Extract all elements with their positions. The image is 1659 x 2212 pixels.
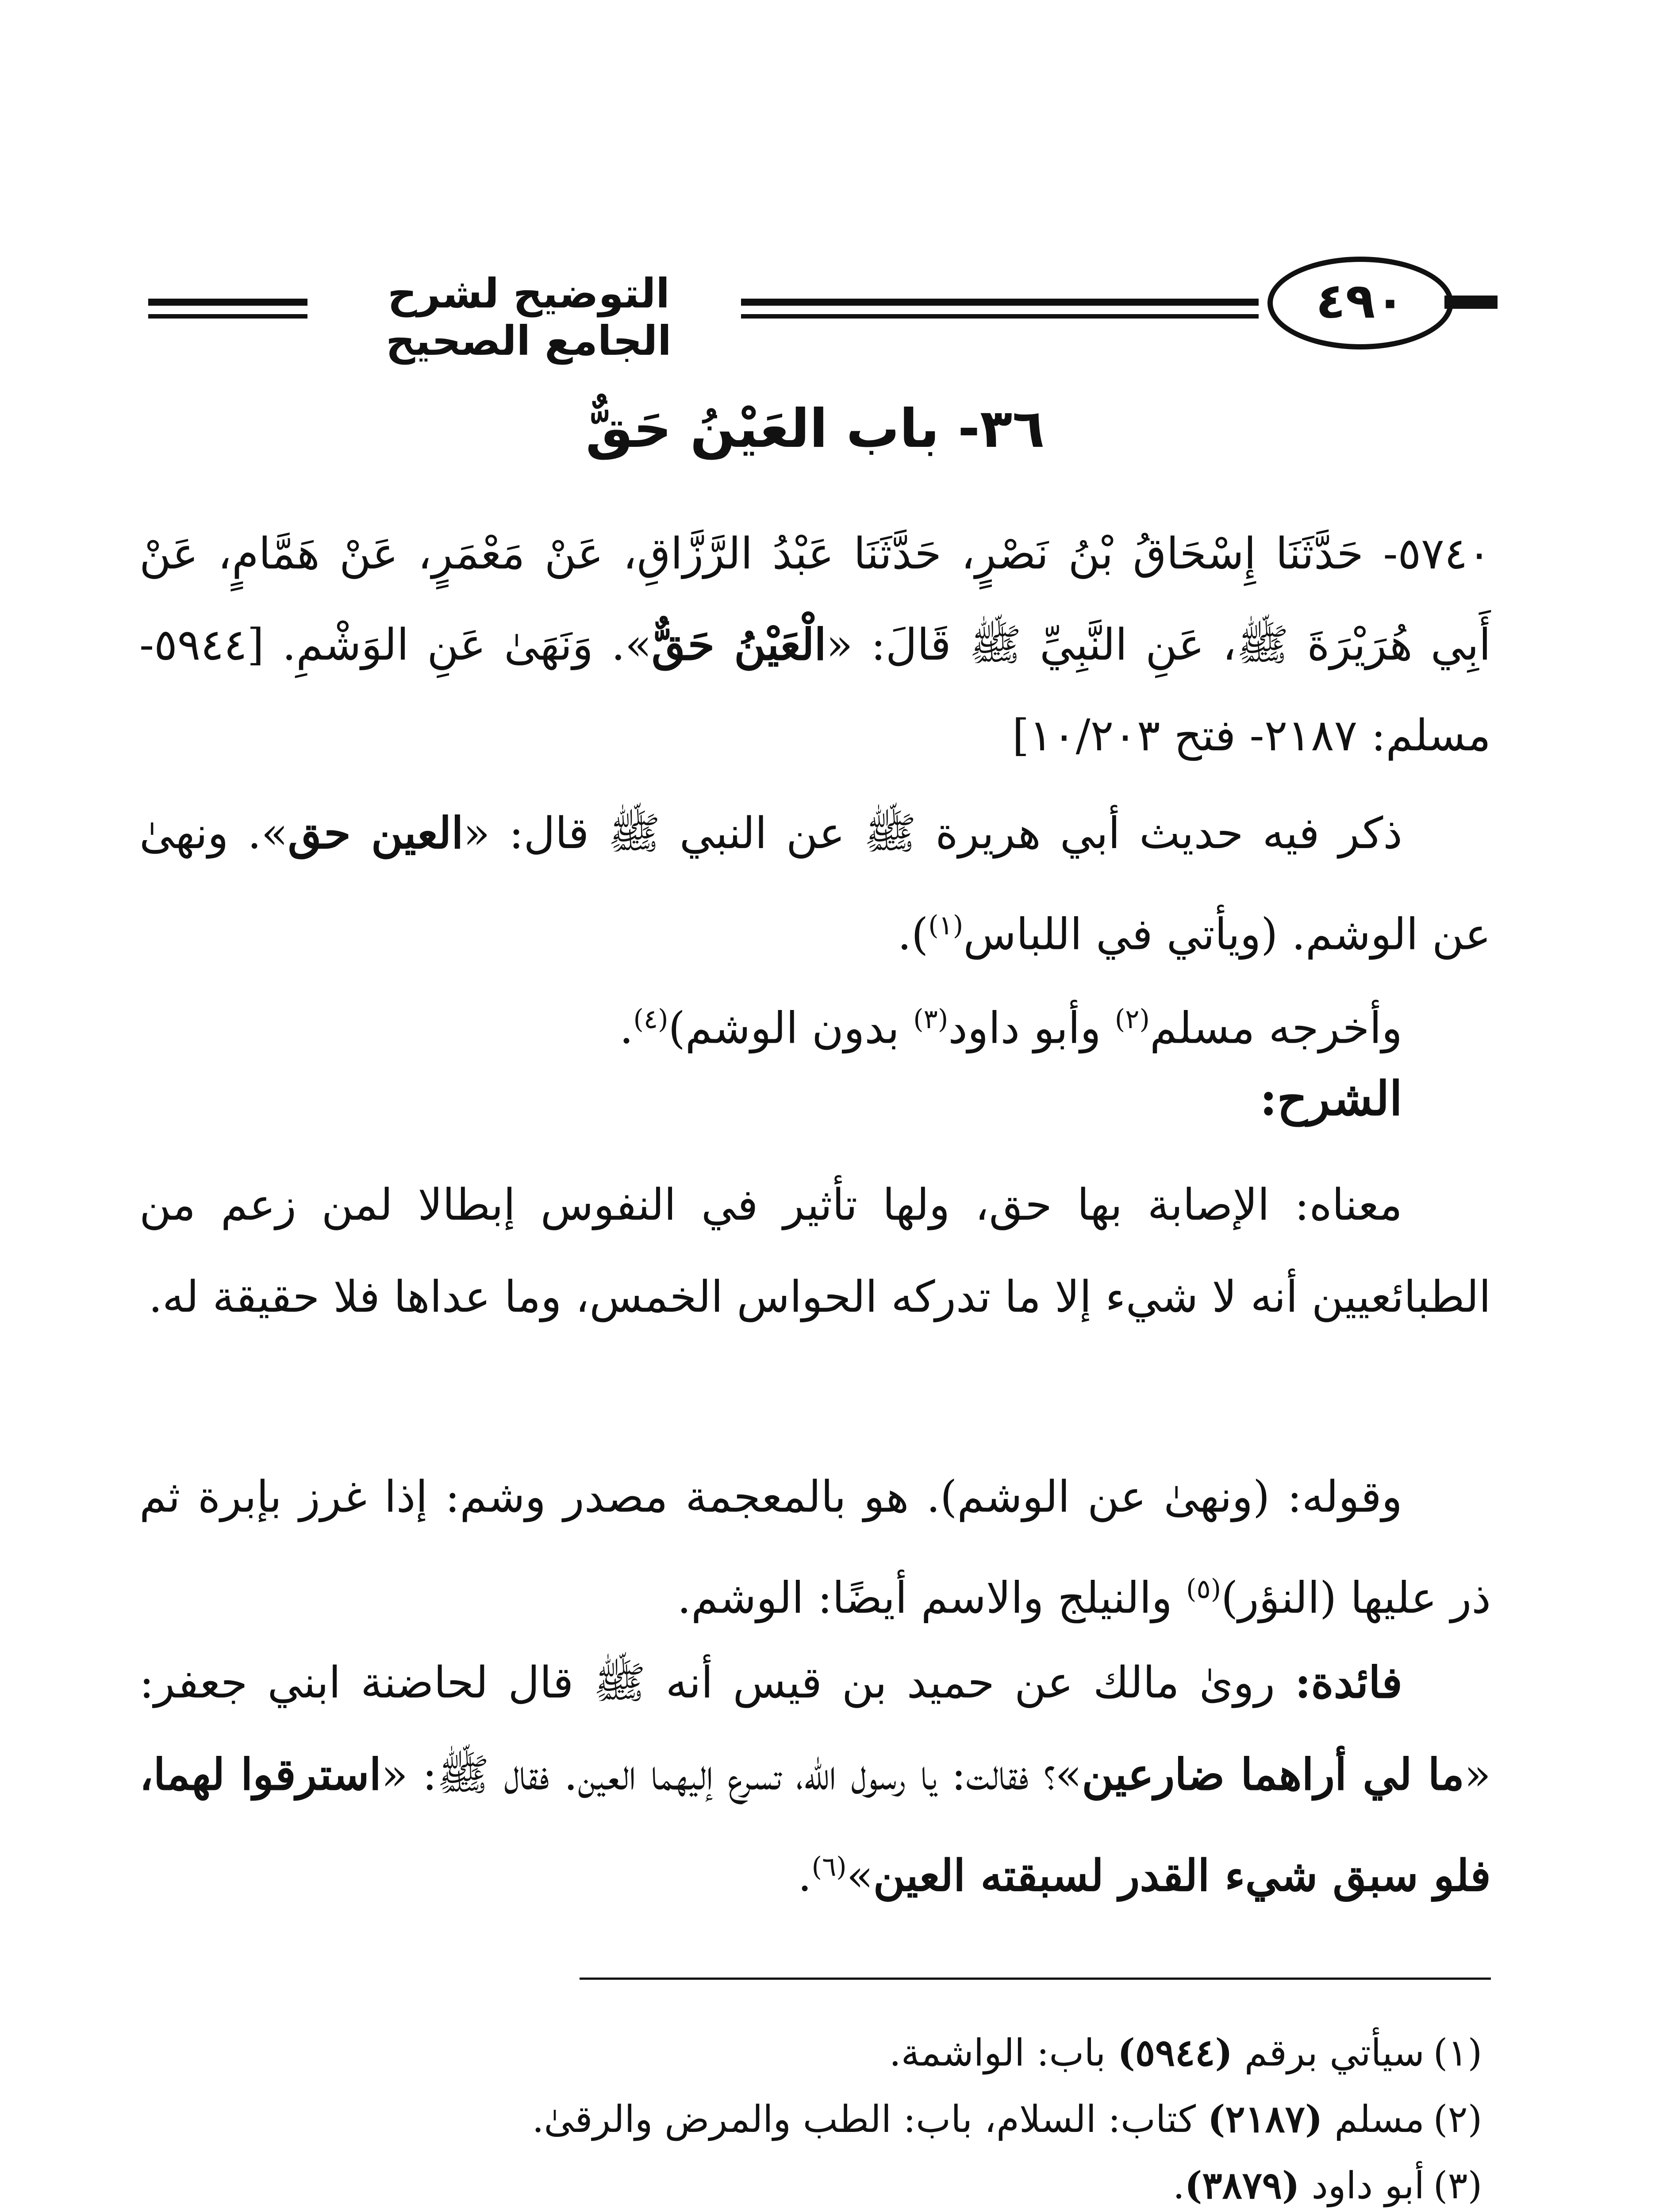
text-run: ذكر فيه حديث أبي هريرة ﷺ عن النبي ﷺ قال: « bbox=[463, 808, 1403, 859]
quote-text: ما لي أراهما ضارعين bbox=[1082, 1749, 1465, 1800]
chapter-title: ٣٦- باب العَيْنُ حَقٌّ bbox=[585, 398, 1045, 460]
text-run: وقوله: (ونهىٰ عن الوشم). هو بالمعجمة مصدر وشم: إذا غرز بإبرة ثم ذر عليها (النؤر) bbox=[139, 1472, 1491, 1624]
footnote-item bbox=[139, 2154, 1491, 2212]
footnote-number: (٢) bbox=[1433, 2097, 1482, 2141]
text-run: . bbox=[619, 1003, 634, 1054]
paragraph-tattoo bbox=[139, 1451, 1491, 1644]
page-number: ٤٩٠ bbox=[1316, 273, 1405, 329]
footnote-number: (١) bbox=[1433, 2031, 1482, 2074]
footnote-bold: (٥٩٤٤) bbox=[1118, 2031, 1233, 2074]
paragraph-takhrij bbox=[139, 973, 1491, 1075]
quote-text: استرقوا لهما، فلو سبق شيء القدر لسبقته العين bbox=[139, 1749, 1491, 1901]
paragraph-meaning: معناه: الإصابة بها حق، ولها تأثير في النفوس إبطالا لمن زعم من الطبائعيين أنه لا شيء إلا ما تدركه الحواس الخمس، وما عداها فلا حقيقة له. bbox=[139, 1180, 1491, 1322]
text-run: » bbox=[846, 1851, 873, 1901]
footnote-ref: (٦) bbox=[811, 1851, 847, 1882]
page-header bbox=[139, 252, 1491, 365]
footnote-text: مسلم bbox=[1322, 2097, 1425, 2141]
paragraph-intro bbox=[139, 787, 1491, 981]
footnote-item bbox=[139, 2022, 1491, 2088]
text-run: وأخرجه مسلم bbox=[1149, 1003, 1402, 1054]
footnote-number: (٣) bbox=[1433, 2164, 1482, 2207]
badge-tail bbox=[1444, 296, 1498, 309]
hadith-quote: الْعَيْنُ حَقٌّ bbox=[651, 619, 826, 670]
footnote-ref: (٢) bbox=[1114, 1004, 1150, 1035]
hadith-reference: ». وَنَهَىٰ عَنِ الوَشْمِ. [٥٩٤٤- مسلم: ٢١٨٧- فتح ١٠/٢٠٣] bbox=[139, 620, 1491, 761]
benefit-label: فائدة: bbox=[1295, 1657, 1402, 1708]
book-title: التوضيح لشرح الجامع الصحيح bbox=[386, 270, 672, 365]
footnote-ref: (١) bbox=[928, 910, 964, 941]
text-run: ). bbox=[897, 909, 929, 960]
footnote-ref: (٤) bbox=[633, 1004, 668, 1035]
footnote-ref: (٥) bbox=[1186, 1574, 1221, 1605]
footnote-text: كتاب: السلام، باب: الطب والمرض والرقىٰ. bbox=[532, 2097, 1208, 2141]
quote-text: العين حق bbox=[288, 808, 464, 859]
footnote-text: سيأتي برقم bbox=[1233, 2031, 1425, 2074]
section-heading-sharh: الشرح: bbox=[1260, 1071, 1402, 1126]
footnote-bold: (٣٨٧٩) bbox=[1184, 2163, 1300, 2207]
footnote-item bbox=[139, 2088, 1491, 2154]
header-rule bbox=[148, 299, 307, 306]
text-run: »؟ فقالت: يا رسول الله، تسرع إليهما العين. فقال ﷺ: « bbox=[381, 1750, 1082, 1800]
text-run: والنيلج والاسم أيضًا: الوشم. bbox=[677, 1573, 1187, 1624]
footnote-text: . bbox=[1173, 2164, 1185, 2207]
hadith-text bbox=[139, 509, 1491, 781]
footnote-divider bbox=[580, 1978, 1491, 1980]
footnote-ref: (٣) bbox=[913, 1004, 949, 1035]
footnote-bold: (٢١٨٧) bbox=[1207, 2097, 1323, 2141]
footnotes bbox=[139, 2022, 1491, 2212]
header-rule bbox=[741, 299, 1259, 306]
page-number-badge bbox=[1267, 257, 1467, 349]
header-rule bbox=[741, 314, 1259, 319]
footnote-text: باب: الواشمة. bbox=[889, 2031, 1118, 2074]
text-run: ». ونهىٰ عن الوشم. (ويأتي في اللباس bbox=[139, 808, 1491, 960]
hadith-isnad: ٥٧٤٠- حَدَّثَنَا إِسْحَاقُ بْنُ نَصْرٍ، حَدَّثَنَا عَبْدُ الرَّزَّاقِ، عَنْ مَعْمَرٍ، عَنْ هَمَّامٍ، عَنْ أَبِي هُرَيْرَةَ ﷺ، عَنِ النَّبِيِّ ﷺ قَالَ: « bbox=[139, 529, 1491, 670]
text-run: . bbox=[798, 1851, 812, 1901]
footnote-text: أبو داود bbox=[1299, 2164, 1425, 2207]
paragraph-benefit bbox=[139, 1637, 1491, 1922]
text-run: وأبو داود bbox=[948, 1003, 1115, 1054]
header-rule bbox=[148, 314, 307, 319]
text-run: روىٰ مالك عن حميد بن قيس أنه ﷺ قال لحاضنة ابني جعفر: « bbox=[139, 1658, 1491, 1800]
text-run: بدون الوشم) bbox=[668, 1003, 914, 1054]
